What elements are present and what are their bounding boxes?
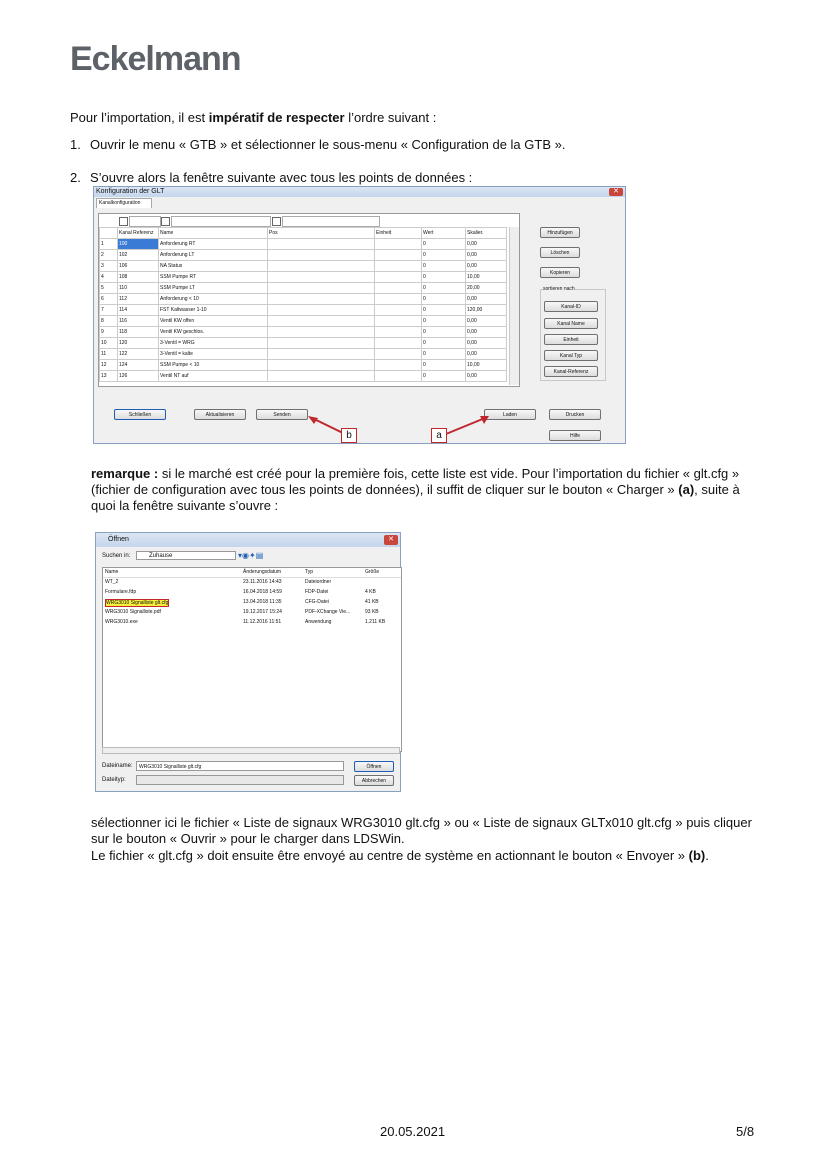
callout-a: a — [431, 428, 447, 443]
table-cell: 10 — [100, 338, 118, 349]
dialog-titlebar: Öffnen — [96, 533, 400, 547]
table-cell[interactable]: FST Kaltwasser 1-10 — [159, 305, 268, 316]
column-header: Einheit — [375, 228, 422, 239]
close-icon[interactable]: ✕ — [384, 535, 398, 545]
print-button[interactable]: Drucken — [549, 409, 601, 420]
file-row[interactable] — [103, 609, 401, 618]
toolbar-icons[interactable]: ▾◉✦▤ — [238, 551, 264, 560]
file-type: Dateiordner — [305, 579, 332, 585]
step-number: 2. — [70, 170, 81, 185]
file-size: 4 KB — [365, 589, 376, 595]
table-cell[interactable]: 108 — [118, 272, 159, 283]
callout-b: b — [341, 428, 357, 443]
open-button[interactable]: Öffnen — [354, 761, 394, 772]
table-cell[interactable]: 126 — [118, 371, 159, 382]
table-cell[interactable]: 100 — [118, 239, 159, 250]
table-cell[interactable]: 118 — [118, 327, 159, 338]
table-cell[interactable]: 0,00 — [466, 250, 507, 261]
delete-button[interactable]: Löschen — [540, 247, 580, 258]
filename-label: Dateiname: — [102, 763, 133, 769]
table-cell[interactable]: SSM Pumpe LT — [159, 283, 268, 294]
file-list — [102, 567, 402, 752]
remark-paragraph — [91, 466, 761, 514]
table-cell[interactable]: 10,00 — [466, 272, 507, 283]
help-button[interactable]: Hilfe — [549, 430, 601, 441]
folder-name: Zuhause — [149, 553, 173, 559]
table-cell[interactable]: 106 — [118, 261, 159, 272]
table-cell[interactable]: 0 — [422, 349, 466, 360]
table-cell: 12 — [100, 360, 118, 371]
table-cell[interactable]: 0,00 — [466, 371, 507, 382]
table-cell[interactable]: 110 — [118, 283, 159, 294]
refresh-button[interactable]: Aktualisieren — [194, 409, 246, 420]
table-cell: 7 — [100, 305, 118, 316]
table-cell[interactable]: Ventil KW geschlos. — [159, 327, 268, 338]
filetype-label: Dateityp: — [102, 777, 126, 783]
arrow-a — [446, 418, 485, 434]
table-cell: 8 — [100, 316, 118, 327]
file-size: 41 KB — [365, 599, 379, 605]
file-name: Formulare.fdp — [105, 589, 137, 595]
final-text: Le fichier « glt.cfg » doit ensuite être envoyé au centre de système en actionnant le bouton « Envoyer » — [91, 848, 689, 863]
intro-bold: impératif de respecter — [208, 110, 345, 125]
window-titlebar: Konfiguration der GLT — [94, 187, 625, 197]
remark-text: si le marché est créé pour la première fois, cette liste est vide. Pour l’importation du fichier « glt.cfg » (fichier de configuration avec tous les points de données), il suffit de cliquer sur le bouton « Charger » — [91, 466, 740, 497]
table-cell[interactable]: 3-Ventil = kalte — [159, 349, 268, 360]
column-header[interactable]: Änderungsdatum — [243, 569, 282, 575]
column-header: Kanal Referenz — [118, 228, 159, 239]
file-type: Anwendung — [305, 619, 332, 625]
table-cell: 1 — [100, 239, 118, 250]
sort-kanal-typ-button[interactable]: Kanal Typ — [544, 350, 598, 361]
horizontal-scrollbar[interactable] — [102, 747, 400, 754]
table-cell[interactable]: 10,00 — [466, 360, 507, 371]
file-name: WRG3010 Signalliste.pdf — [105, 609, 161, 615]
table-cell[interactable]: 20,00 — [466, 283, 507, 294]
table-cell[interactable]: Anforderung RT — [159, 239, 268, 250]
step-text: S’ouvre alors la fenêtre suivante avec tous les points de données : — [90, 170, 473, 185]
table-cell[interactable]: 0 — [422, 360, 466, 371]
footer-page-number: 5/8 — [736, 1124, 755, 1139]
table-cell[interactable]: SSM Pumpe < 10 — [159, 360, 268, 371]
table-cell: 11 — [100, 349, 118, 360]
table-cell: 13 — [100, 371, 118, 382]
file-row-selected[interactable] — [103, 599, 401, 608]
column-header[interactable]: Größe — [365, 569, 380, 575]
table-cell[interactable]: 0 — [422, 371, 466, 382]
table-cell: 6 — [100, 294, 118, 305]
close-icon[interactable]: ✕ — [609, 188, 623, 196]
load-button[interactable]: Laden — [484, 409, 536, 420]
table-cell[interactable]: 0,00 — [466, 316, 507, 327]
file-size: 1.211 KB — [365, 619, 386, 625]
final-ref: (b) — [688, 848, 706, 863]
table-cell: 5 — [100, 283, 118, 294]
table-cell[interactable]: 0 — [422, 283, 466, 294]
table-cell[interactable]: 116 — [118, 316, 159, 327]
table-cell[interactable]: 0 — [422, 261, 466, 272]
step-number: 1. — [70, 137, 81, 152]
table-cell[interactable]: 0 — [422, 305, 466, 316]
sort-group-label: sortieren nach — [543, 286, 575, 292]
sort-kanal-id-button[interactable]: Kanal-ID — [544, 301, 598, 312]
file-row[interactable] — [103, 589, 401, 598]
table-cell[interactable]: 3-Ventil = WRG — [159, 338, 268, 349]
table-cell[interactable]: 0 — [422, 338, 466, 349]
table-cell[interactable]: Ventil KW offen — [159, 316, 268, 327]
file-size: 93 KB — [365, 609, 379, 615]
column-header: Wert — [422, 228, 466, 239]
copy-button[interactable]: Kopieren — [540, 267, 580, 278]
table-cell: 3 — [100, 261, 118, 272]
table-cell[interactable]: 0 — [422, 272, 466, 283]
table-cell[interactable]: 0 — [422, 316, 466, 327]
final-paragraph-2 — [91, 848, 761, 864]
table-cell[interactable]: 114 — [118, 305, 159, 316]
table-cell: 2 — [100, 250, 118, 261]
table-cell[interactable]: 0,00 — [466, 261, 507, 272]
file-row[interactable] — [103, 619, 401, 628]
table-cell[interactable]: 0,00 — [466, 338, 507, 349]
table-cell[interactable]: 0,00 — [466, 239, 507, 250]
file-date: 13.04.2018 11:35 — [243, 599, 282, 605]
final-text-end: . — [705, 848, 709, 863]
table-cell[interactable]: 0 — [422, 294, 466, 305]
table-cell[interactable]: Anforderung LT — [159, 250, 268, 261]
file-date: 19.12.2017 15:24 — [243, 609, 282, 615]
remark-label: remarque : — [91, 466, 159, 481]
intro-text-end: l’ordre suivant : — [344, 110, 437, 125]
file-name: WRG3010.exe — [105, 619, 138, 625]
table-cell[interactable]: 102 — [118, 250, 159, 261]
file-date: 16.04.2018 14:59 — [243, 589, 282, 595]
search-in-label: Suchen in: — [102, 553, 131, 559]
send-button[interactable]: Senden — [256, 409, 308, 420]
table-cell[interactable]: 120,00 — [466, 305, 507, 316]
remark-text-end: , suite à quoi la fenêtre suivante s’ouvre : — [91, 482, 740, 513]
file-name: WT_2 — [105, 579, 119, 585]
file-list-header — [103, 568, 401, 578]
table-cell: 9 — [100, 327, 118, 338]
file-date: 11.12.2016 11:51 — [243, 619, 282, 625]
table-cell[interactable]: 0 — [422, 250, 466, 261]
remark-ref: (a) — [678, 482, 695, 497]
step-text: Ouvrir le menu « GTB » et sélectionner le sous-menu « Configuration de la GTB ». — [90, 137, 566, 152]
table-cell[interactable]: 0 — [422, 327, 466, 338]
table-cell[interactable]: 0 — [422, 239, 466, 250]
file-name: WRG3010 Signalliste glt.cfg — [106, 600, 169, 606]
cancel-button[interactable]: Abbrechen — [354, 775, 394, 786]
footer-date: 20.05.2021 — [380, 1124, 446, 1139]
table-cell[interactable]: 0,00 — [466, 294, 507, 305]
filename-input[interactable]: WRG3010 Signalliste glt.cfg — [136, 761, 344, 771]
final-paragraph-1: sélectionner ici le fichier « Liste de signaux WRG3010 glt.cfg » ou « Liste de signaux GLTx010 glt.cfg » puis cliquer sur le bouton « Ouvrir » pour le charger dans LDSWin. — [91, 815, 752, 846]
table-cell[interactable]: NA Status — [159, 261, 268, 272]
tab-kanalkonfiguration[interactable]: Kanalkonfiguration — [96, 198, 152, 208]
filetype-select[interactable] — [136, 775, 344, 785]
table-cell[interactable]: 120 — [118, 338, 159, 349]
table-cell[interactable]: 0,00 — [466, 327, 507, 338]
sort-einheit-button[interactable]: Einheit — [544, 334, 598, 345]
table-cell: 4 — [100, 272, 118, 283]
close-button[interactable]: Schließen — [114, 409, 166, 420]
table-cell[interactable]: Anforderung < 10 — [159, 294, 268, 305]
add-button[interactable]: Hinzufügen — [540, 227, 580, 238]
folder-select[interactable] — [136, 551, 236, 560]
file-date: 23.11.2016 14:43 — [243, 579, 282, 585]
table-cell[interactable]: 112 — [118, 294, 159, 305]
sort-kanal-name-button[interactable]: Kanal Name — [544, 318, 598, 329]
file-row[interactable] — [103, 579, 401, 588]
column-header: Skalier. — [466, 228, 507, 239]
table-cell[interactable]: 124 — [118, 360, 159, 371]
table-cell[interactable]: SSM Pumpe RT — [159, 272, 268, 283]
file-type: PDF-XChange Vie... — [305, 609, 351, 615]
table-cell[interactable]: Ventil NT auf — [159, 371, 268, 382]
column-header: Name — [159, 228, 268, 239]
column-header[interactable]: Name — [105, 569, 119, 575]
arrowhead-b — [308, 416, 318, 424]
table-cell[interactable]: 0,00 — [466, 349, 507, 360]
intro-text: Pour l’importation, il est — [70, 110, 209, 125]
sort-kanal-ref-button[interactable]: Kanal-Referenz — [544, 366, 598, 377]
open-file-dialog — [95, 532, 401, 792]
column-header[interactable]: Typ — [305, 569, 314, 575]
eckelmann-logo: Eckelmann — [70, 40, 241, 78]
table-cell[interactable]: 122 — [118, 349, 159, 360]
file-type: FDP-Datei — [305, 589, 329, 595]
file-type: CFG-Datei — [305, 599, 329, 605]
column-header: Pos — [268, 228, 375, 239]
